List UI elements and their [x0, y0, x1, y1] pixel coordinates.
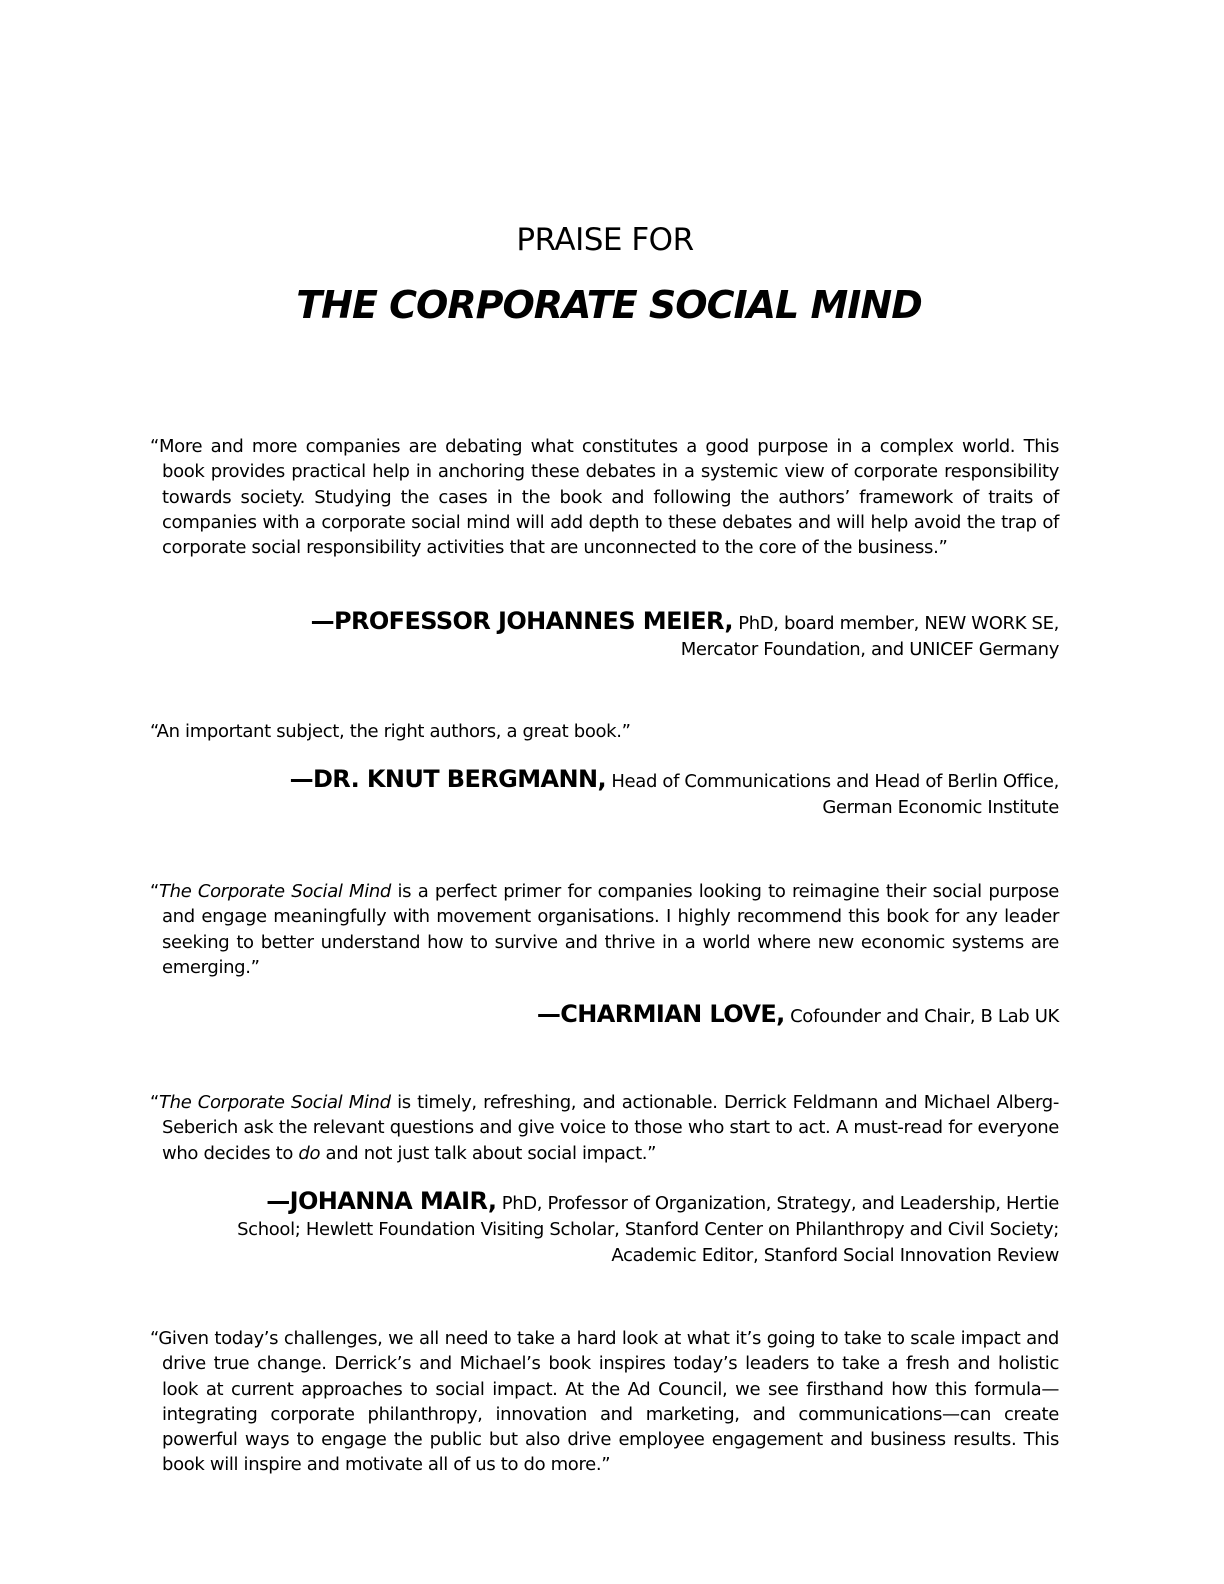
attribution-credential: Mercator Foundation, and UNICEF Germany	[680, 639, 1059, 660]
testimonial-attribution-1	[311, 608, 1059, 663]
attribution-credential: Head of Communications and Head of Berlin Office,	[606, 771, 1059, 792]
attribution-name: —DR. KNUT BERGMANN,	[289, 765, 606, 793]
testimonial-quote-2: “An important subject, the right authors, a great book.”	[150, 721, 631, 742]
praise-heading: PRAISE FOR	[516, 222, 694, 258]
attribution-credential: School; Hewlett Foundation Visiting Scholar, Stanford Center on Philanthropy and Civil Society;	[237, 1219, 1059, 1240]
quote-emphasis: do	[298, 1142, 321, 1164]
attribution-credential: PhD, board member, NEW WORK SE,	[732, 613, 1059, 634]
quote-open-mark: “	[150, 881, 159, 902]
attribution-name: —JOHANNA MAIR,	[266, 1187, 497, 1215]
attribution-name: —PROFESSOR JOHANNES MEIER,	[310, 607, 733, 635]
quote-open-mark: “	[150, 1092, 159, 1113]
book-title: THE CORPORATE SOCIAL MIND	[296, 283, 922, 327]
attribution-credential: Cofounder and Chair, B Lab UK	[784, 1006, 1059, 1027]
quote-text: and not just talk about social impact.”	[320, 1142, 657, 1164]
testimonial-attribution-3	[537, 1001, 1059, 1030]
attribution-credential: Academic Editor, Stanford Social Innovation Review	[611, 1245, 1059, 1266]
quote-text: is timely, refreshing, and actionable. Derrick Feldmann and Michael Alberg-Seberich ask the relevant questions and give voice to those who start to act. A must-read for everyone who decides to	[162, 1092, 1059, 1164]
attribution-credential: PhD, Professor of Organization, Strategy, and Leadership, Hertie	[496, 1193, 1059, 1214]
testimonial-quote-4	[150, 1090, 1059, 1166]
attribution-name: —CHARMIAN LOVE,	[536, 1000, 785, 1028]
testimonial-quote-5: “Given today’s challenges, we all need to take a hard look at what it’s going to take to scale impact and drive true change. Derrick’s and Michael’s book inspires today’s leaders to take a fresh and holistic look at current approaches to social impact. At the Ad Council, we see firsthand how this formula—integrating corporate philanthropy, innovation and marketing, and communications—can create powerful ways to engage the public but also drive employee engagement and business results. This book will inspire and motivate all of us to do more.”	[150, 1328, 1059, 1476]
book-title-inline: The Corporate Social Mind	[158, 1092, 391, 1113]
testimonial-attribution-4	[237, 1188, 1059, 1269]
quote-text: is a perfect primer for companies looking to reimagine their social purpose and engage meaningfully with movement organisations. I highly recommend this book for any leader seeking to better understand how to survive and thrive in a world where new economic systems are emerging.”	[162, 881, 1059, 978]
book-title-inline: The Corporate Social Mind	[158, 881, 391, 902]
attribution-credential: German Economic Institute	[822, 797, 1059, 818]
testimonial-attribution-2	[290, 766, 1059, 821]
testimonial-quote-1: “More and more companies are debating what constitutes a good purpose in a complex world. This book provides practical help in anchoring these debates in a systemic view of corporate responsibility towards society. Studying the cases in the book and following the authors’ framework of traits of companies with a corporate social mind will add depth to these debates and will help avoid the trap of corporate social responsibility activities that are unconnected to the core of the business.”	[150, 436, 1059, 559]
testimonial-quote-3	[150, 879, 1059, 980]
